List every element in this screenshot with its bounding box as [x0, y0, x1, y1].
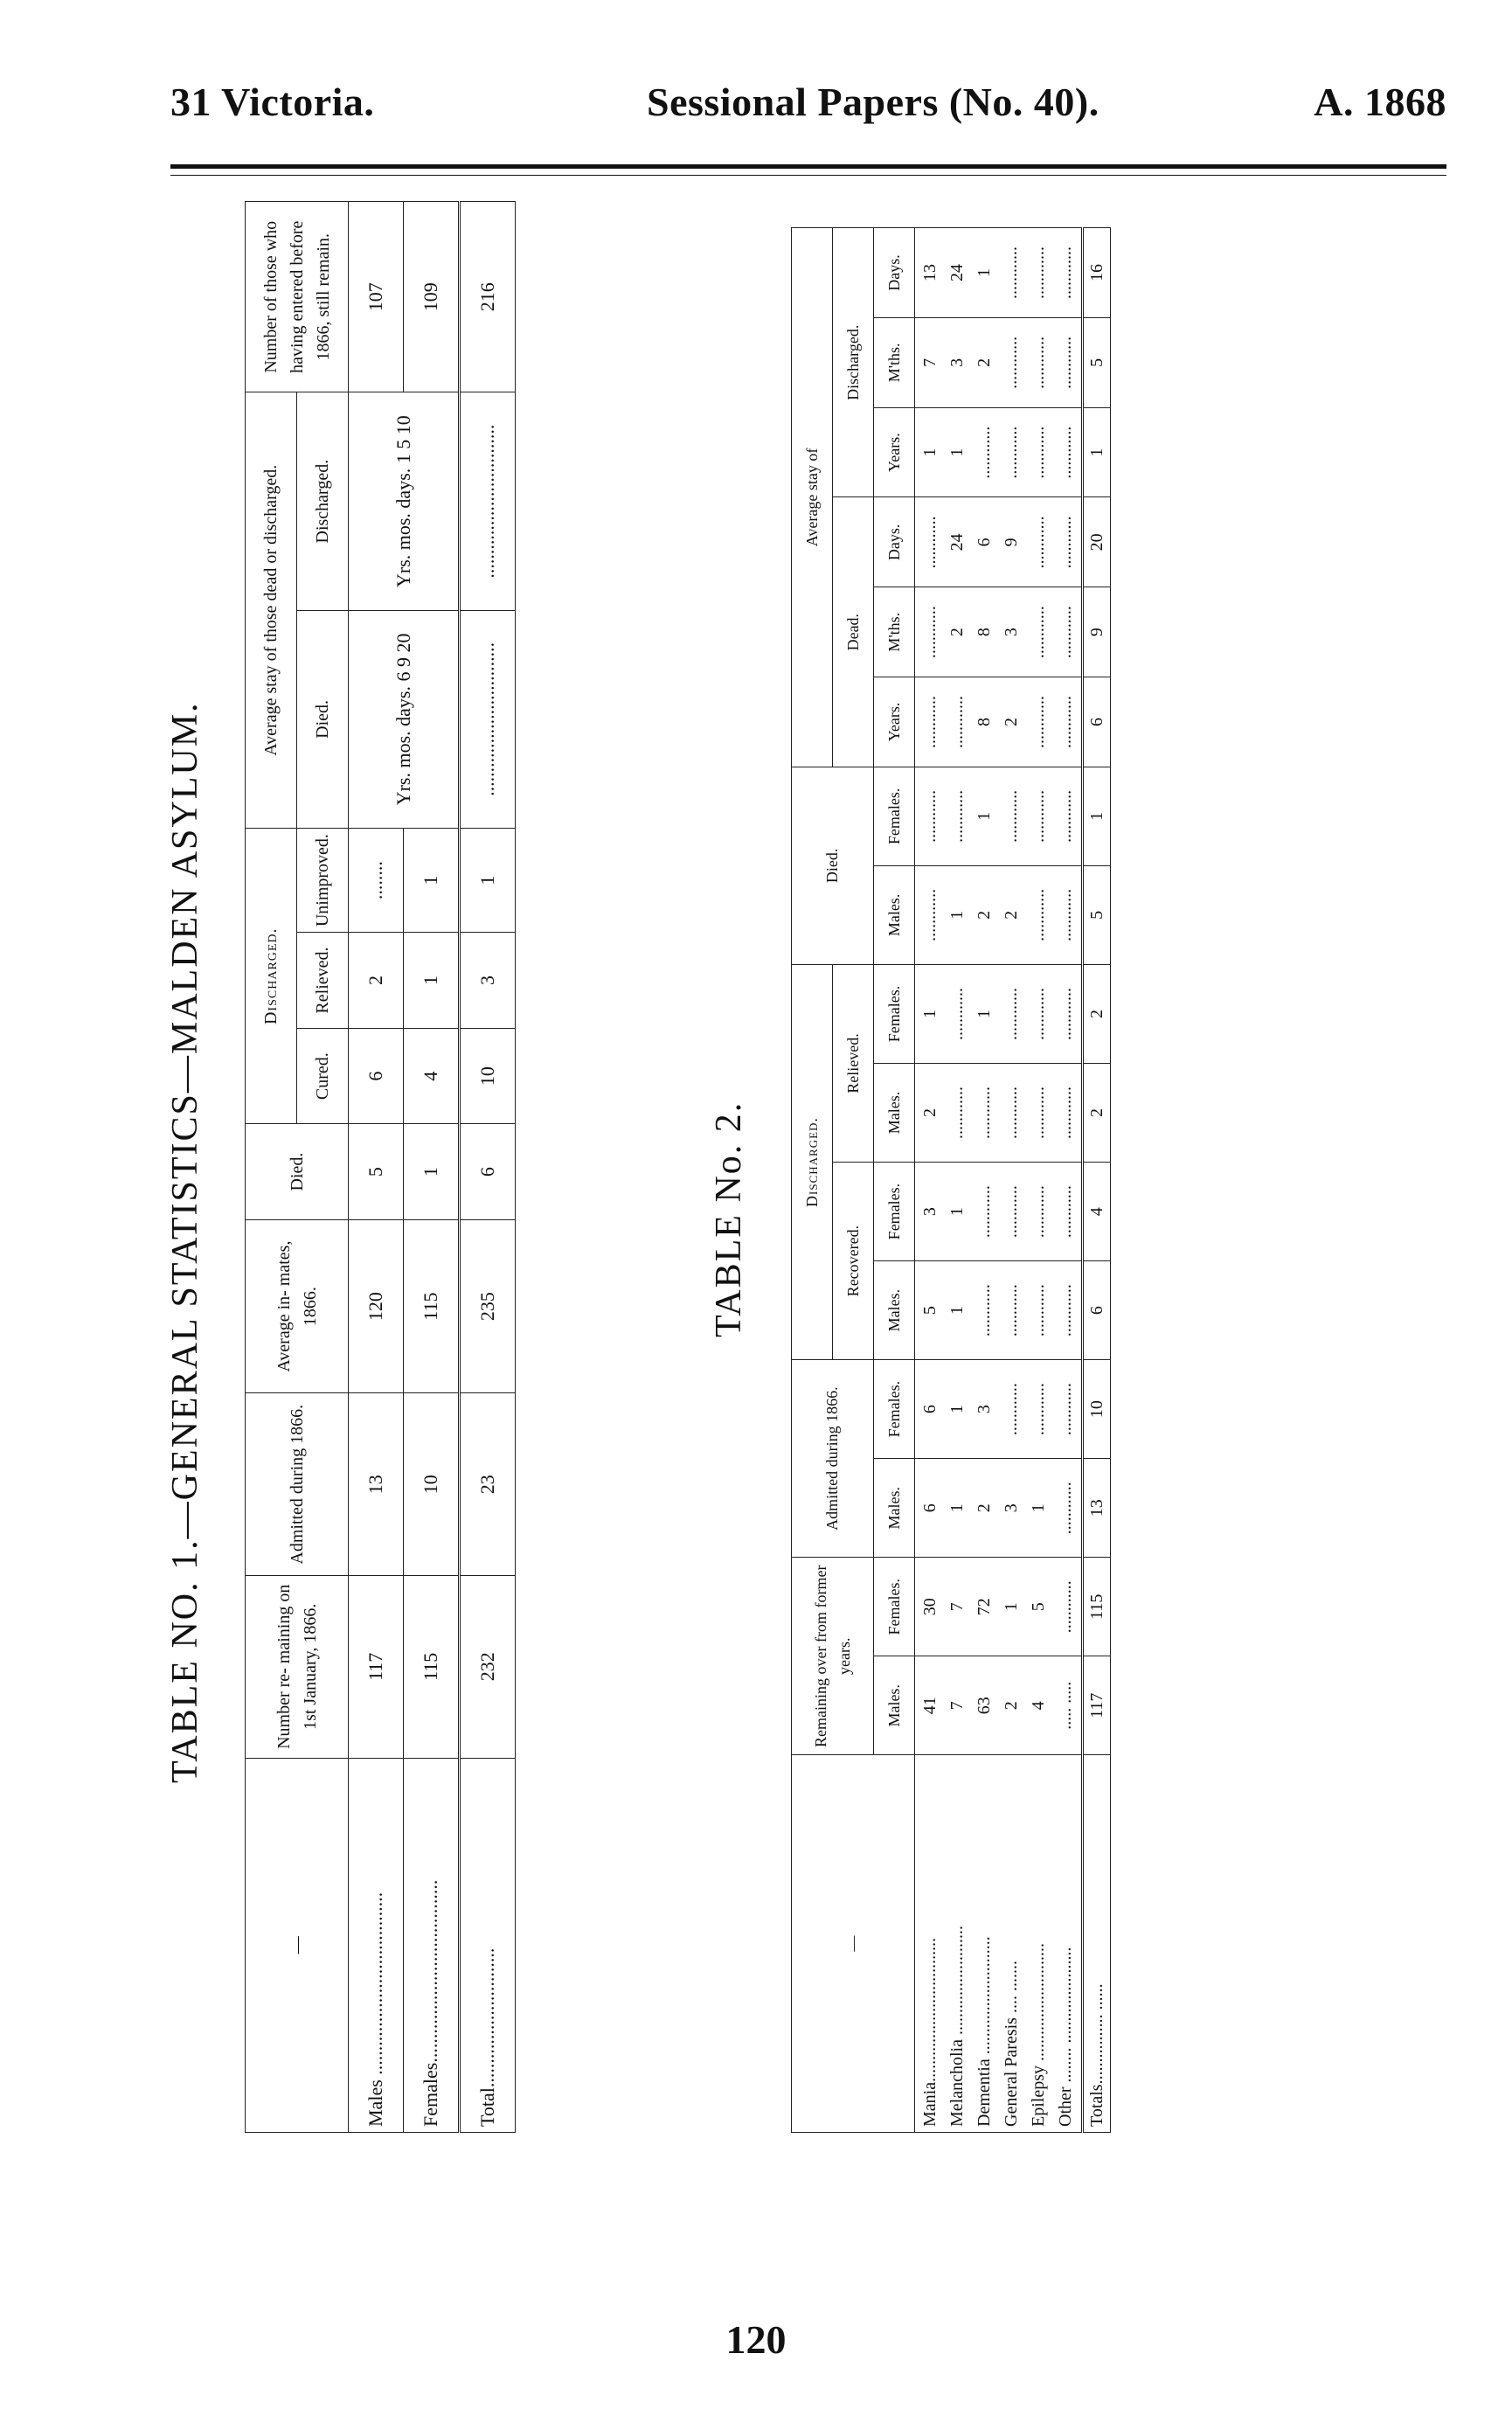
cell-died: 6 — [460, 1124, 516, 1219]
cell-admitted: 13 — [349, 1393, 404, 1576]
table2-header-admitted: Admitted during 1866. — [792, 1360, 874, 1558]
table2-subheader-males: Males. — [874, 1459, 915, 1558]
table1-header-avg-died: Died. — [297, 610, 349, 828]
cell-unimproved: 1 — [404, 829, 460, 933]
table2-header-avg-stay: Average stay of — [792, 228, 833, 767]
cell-total: 115 — [1083, 1558, 1111, 1656]
cell-total: 2 — [1083, 964, 1111, 1063]
cell-total: 117 — [1083, 1656, 1111, 1755]
table2-header-relieved: Relieved. — [833, 964, 874, 1162]
table1-header-avg-stay: Average stay of those dead or discharged. — [246, 392, 297, 829]
table1-header-remaining: Number re- maining on 1st January, 1866. — [246, 1576, 349, 1759]
table2-body-row — [915, 228, 1083, 2133]
table1-header-unimproved: Unimproved. — [297, 829, 349, 933]
table2-subheader-females: Females. — [874, 1163, 915, 1261]
header-year: A. 1868 — [1314, 80, 1446, 124]
cell-total: 6 — [1083, 677, 1111, 767]
cell-total: 2 — [1083, 1063, 1111, 1162]
header-papers: Sessional Papers (No. 40). — [647, 80, 1099, 124]
table1-header-died: Died. — [246, 1124, 349, 1219]
table2-subheader-males: Males. — [874, 1261, 915, 1360]
table2-header-discharged-stay: Discharged. — [833, 228, 874, 498]
table2 — [791, 227, 1111, 2133]
table2-subheader-males: Males. — [874, 865, 915, 964]
table2-col-discharged-years: 1 1 ............ ............ ............ ............ — [915, 407, 1083, 497]
table1-row-total — [460, 202, 516, 2133]
cell-total: 5 — [1083, 865, 1111, 964]
table2-col-discharged-days: 13 24 1 ............ ............ ............ — [915, 228, 1083, 318]
cell-cured: 10 — [460, 1028, 516, 1124]
cell-average: 120 — [349, 1219, 404, 1393]
cell-still-remain: 109 — [404, 202, 460, 392]
cell-remaining: 117 — [349, 1576, 404, 1759]
table2-stub-header: — — [792, 1755, 915, 2133]
table1-header-relieved: Relieved. — [297, 933, 349, 1029]
table1-container — [245, 201, 516, 2133]
cell-total: 5 — [1083, 317, 1111, 407]
table2-col-remaining-females: 30 7 72 1 5 ............ — [915, 1558, 1083, 1656]
cell-still-remain: 107 — [349, 202, 404, 392]
cell-average: 235 — [460, 1219, 516, 1393]
cell-avg-discharged: ................................ — [460, 392, 516, 610]
cell-remaining: 232 — [460, 1576, 516, 1759]
cell-relieved: 3 — [460, 933, 516, 1029]
cell-total: 6 — [1083, 1261, 1111, 1360]
table2-subheader-months: M'ths. — [874, 587, 915, 677]
row-label: Males ...................................... — [349, 1758, 404, 2132]
cell-total: 16 — [1083, 228, 1111, 318]
cell-remaining: 115 — [404, 1576, 460, 1759]
header-rule-thin — [170, 175, 1446, 176]
cell-total: 4 — [1083, 1163, 1111, 1261]
table1-header-discharged: Discharged. — [246, 829, 297, 1124]
table2-header-remaining: Remaining over from former years. — [792, 1558, 874, 1755]
table2-header-died: Died. — [792, 767, 874, 964]
cell-total: 10 — [1083, 1360, 1111, 1459]
table2-subheader-years: Years. — [874, 677, 915, 767]
table2-subheader-females: Females. — [874, 1360, 915, 1459]
running-header — [170, 79, 1446, 149]
cell-admitted: 23 — [460, 1393, 516, 1576]
table2-subheader-females: Females. — [874, 964, 915, 1063]
cell-total: 20 — [1083, 497, 1111, 587]
table2-row-totals — [1083, 228, 1111, 2133]
table2-col-died-females: ............ ............ 1 ............ ............ ............ — [915, 767, 1083, 865]
table1-header-still-remain: Number of those who having entered before 1866, still remain. — [246, 202, 349, 392]
cell-average: 115 — [404, 1219, 460, 1393]
table2-col-discharged-months: 7 3 2 ............ ............ ............ — [915, 317, 1083, 407]
cell-total: 1 — [1083, 767, 1111, 865]
table2-col-admitted-males: 6 1 2 3 1 ............ — [915, 1459, 1083, 1558]
table2-col-relieved-females: 1 ............ 1 ............ ............ ............ — [915, 964, 1083, 1063]
table2-header-discharged: Discharged. — [792, 964, 833, 1359]
cell-cured: 6 — [349, 1028, 404, 1124]
table2-subheader-years: Years. — [874, 407, 915, 497]
cell-total: 1 — [1083, 407, 1111, 497]
table2-subheader-months: M'ths. — [874, 317, 915, 407]
table2-header-recovered: Recovered. — [833, 1163, 874, 1360]
table1-title: TABLE NO. 1.—GENERAL STATISTICS—MALDEN ASYLUM. — [165, 701, 205, 1783]
table1-row-males — [349, 202, 404, 2133]
table2-subheader-females: Females. — [874, 1558, 915, 1656]
table2-container — [791, 227, 1111, 2133]
cell-cured: 4 — [404, 1028, 460, 1124]
table1-header-admitted: Admitted during 1866. — [246, 1393, 349, 1576]
table2-subheader-days: Days. — [874, 497, 915, 587]
cell-still-remain: 216 — [460, 202, 516, 392]
cell-unimproved: 1 — [460, 829, 516, 933]
table2-subheader-males: Males. — [874, 1656, 915, 1755]
table1-header-cured: Cured. — [297, 1028, 349, 1124]
cell-avg-discharged: Yrs. mos. days. 1 5 10 — [349, 392, 460, 610]
cell-avg-died: ................................ — [460, 610, 516, 828]
table1-header-average: Average in- mates, 1866. — [246, 1219, 349, 1393]
cell-admitted: 10 — [404, 1393, 460, 1576]
table2-col-dead-months: ............ 2 8 3 ............ ............ — [915, 587, 1083, 677]
table2-header-dead: Dead. — [833, 497, 874, 767]
cell-relieved: 2 — [349, 933, 404, 1029]
table2-col-relieved-males: 2 ............ ............ ............ ............ ............ — [915, 1063, 1083, 1162]
header-rule-thick — [170, 164, 1446, 169]
cell-relieved: 1 — [404, 933, 460, 1029]
table2-col-admitted-females: 6 1 3 ............ ............ ............ — [915, 1360, 1083, 1459]
table2-col-remaining-males: 41 7 63 2 4 ..... ..... — [915, 1656, 1083, 1755]
table1 — [245, 201, 516, 2133]
table2-subheader-days: Days. — [874, 228, 915, 318]
cell-died: 1 — [404, 1124, 460, 1219]
cell-unimproved: ........ — [349, 829, 404, 933]
row-label: Totals................ ...... — [1083, 1755, 1111, 2133]
table1-header-avg-discharged: Discharged. — [297, 392, 349, 610]
table2-subheader-females: Females. — [874, 767, 915, 865]
table2-col-died-males: ............ 1 2 2 ............ ............ — [915, 865, 1083, 964]
table1-stub-header: — — [246, 1758, 349, 2132]
table2-title: TABLE No. 2. — [709, 1100, 749, 1337]
page-number: 120 — [725, 2317, 787, 2362]
table2-col-recovered-females: 3 1 ............ ............ ............ ............ — [915, 1163, 1083, 1261]
table2-col-recovered-males: 5 1 ............ ............ ............ ............ — [915, 1261, 1083, 1360]
table2-row-labels: Mania................................. Melancholia ......................... Dementia ........................... General Paresis .... ....... Epilepsy ........................... Other ........ ...................... — [915, 1755, 1083, 2133]
table2-col-dead-years: ............ ............ 8 2 ............ ............ — [915, 677, 1083, 767]
row-label: Total............................. — [460, 1758, 516, 2132]
cell-total: 9 — [1083, 587, 1111, 677]
cell-total: 13 — [1083, 1459, 1111, 1558]
row-label: Females...................................... — [404, 1758, 460, 2132]
cell-died: 5 — [349, 1124, 404, 1219]
header-session: 31 Victoria. — [170, 80, 375, 124]
table2-subheader-males: Males. — [874, 1063, 915, 1162]
table2-col-dead-days: ............ 24 6 9 ............ ............ — [915, 497, 1083, 587]
cell-avg-died: Yrs. mos. days. 6 9 20 — [349, 610, 460, 828]
